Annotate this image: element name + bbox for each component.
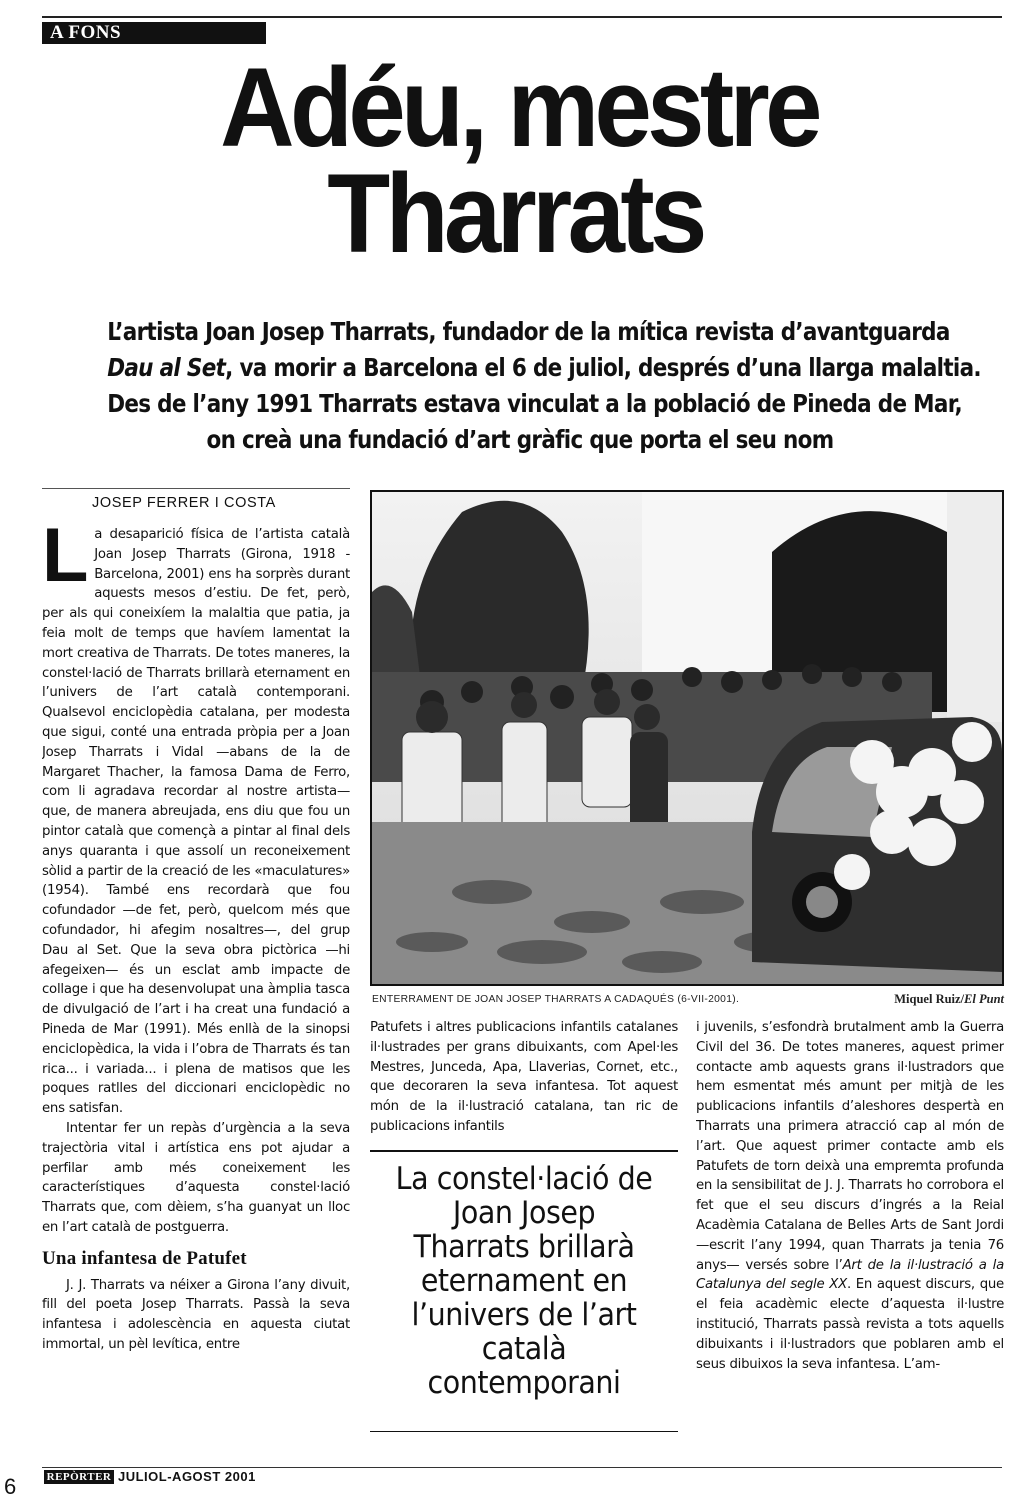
- photo-credit-outlet: El Punt: [964, 992, 1004, 1006]
- article-column-3: [696, 1018, 1004, 1446]
- funeral-photo: [370, 490, 1004, 986]
- dek-line-1: L’artista Joan Josep Tharrats, fundador de la mítica revista d’avantguarda: [107, 317, 950, 346]
- column-3-text-b: . En aquest discurs, que el feia acadèmic electe d’aquesta il·lustre institució, Tharrats passà revista a tots aquells dibuixants i il·lustradors que poblaren amb el seus dibuixos la seva infantesa. L’am-: [696, 1277, 1004, 1372]
- article-column-1: [42, 525, 350, 1445]
- headline-line-1: Adéu, mestre: [220, 45, 818, 170]
- subheading: Una infantesa de Patufet: [42, 1247, 247, 1269]
- pull-quote-line-4: eternament en: [420, 1263, 628, 1299]
- drop-cap: L: [42, 525, 89, 598]
- issue-date: JULIOL-AGOST 2001: [118, 1469, 256, 1484]
- top-rule: [42, 16, 1002, 18]
- footer-rule: [42, 1467, 1002, 1468]
- page-number: 6: [4, 1474, 17, 1499]
- dek-line-3: Des de l’any 1991 Tharrats estava vinculat a la població de Pineda de Mar,: [107, 389, 962, 418]
- pull-quote-line-1: La constel·lació de: [395, 1161, 653, 1197]
- paragraph-3: J. J. Tharrats va néixer a Girona l’any divuit, fill del poeta Josep Tharrats. Passà la seva infantesa i adolescència en aquesta ciutat immortal, un pèl levítica, entre: [42, 1277, 350, 1353]
- pull-quote-line-3: Tharrats brillarà: [413, 1229, 635, 1265]
- pull-quote-line-7: contemporani: [427, 1365, 621, 1401]
- dek: [40, 314, 1000, 458]
- pull-quote-line-5: l’univers de l’art: [411, 1297, 637, 1333]
- photo-illustration: [372, 492, 1002, 984]
- speech-title: Art de la il·lustració a la Catalunya del segle XX: [696, 1257, 1004, 1293]
- dek-line-2-rest: , va morir a Barcelona el 6 de juliol, després d’una llarga malaltia.: [225, 353, 981, 382]
- byline: JOSEP FERRER I COSTA: [92, 495, 276, 511]
- dek-line-4: on creà una fundació d’art gràfic que porta el seu nom: [206, 425, 834, 454]
- dek-magazine-title: Dau al Set: [107, 353, 226, 382]
- photo-credit: [894, 992, 1004, 1007]
- byline-rule: [42, 488, 350, 489]
- pull-quote-line-2: Joan Josep: [452, 1195, 596, 1231]
- column-3-text-a: i juvenils, s’esfondrà brutalment amb la Guerra Civil del 36. De totes maneres, aquest primer contacte amb aquests grans il·lustradors que hem esmentat més amunt per mitjà de les publicacions infantils d’aleshores despertà en Tharrats una primera atracció cap al món de l’art. Que aquest primer contacte amb els Patufets de torn deixà una empremta profunda en la sensibilitat de J. J. Tharrats ho corrobora el fet que el seu discurs d’ingrés a la Reial Acadèmia Catalana de Belles Arts de Sant Jordi —escrit l’any 1994, quan Tharrats ja tenia 76 anys— versés sobre l’: [696, 1020, 1004, 1273]
- paragraph-2: Intentar fer un repàs d’urgència a la seva trajectòria vital i artística ens pot ajudar a perfilar amb més coneixement les característiques d’aquesta constel·lació Tharrats que, com dèiem, s’ha guanyat un lloc en l’art català de postguerra.: [42, 1120, 350, 1235]
- section-tag: A FONS: [42, 22, 266, 44]
- magazine-logo: REPÒRTER: [44, 1470, 114, 1484]
- dek-line-2: [107, 350, 981, 386]
- column-3-text: [696, 1018, 1004, 1374]
- pull-quote: [370, 1150, 678, 1432]
- column-2-text: Patufets i altres publicacions infantils catalanes il·lustrades per grans dibuixants, com Apel·les Mestres, Junceda, Apa, Llaverias, Cornet, etc., que decoraren la seva infantesa. Tot aquest món de la il·lustració catalana, tan ric de publicacions infantils: [370, 1020, 678, 1134]
- article-column-2: [370, 1018, 678, 1140]
- paragraph-1-text: a desaparició física de l’artista català Joan Josep Tharrats (Girona, 1918 - Barcelona, 2001) ens ha sorprès durant aquests mesos d’estiu. De fet, però, per als qui coneixíem la malaltia que patia, ja feia molt de temps que havíem lamentat la mort creativa de Tharrats. De totes maneres, la constel·lació de Tharrats brillarà eternament en l’univers de l’art català contemporani. Qualsevol enciclopèdia catalana, per modesta que sigui, conté una entrada pròpia per a Joan Josep Tharrats i Vidal —abans de la de Margaret Thacher, la famosa Dama de Ferro, com li agradava recordar al nostre artista— que, de manera abreujada, ens diu que fou un pintor català que començà a pintar al final dels anys quaranta i que assolí un reconeixement sòlid a partir de la creació de les «maculatures» (1954). També ens recordarà que fou cofundador —de fet, però, quelcom més que cofundador, hi afegim nosaltres—, del grup Dau al Set. Que la seva obra pictòrica —hi afegeixen— és un esclat amb impacte de collage i que ha desenvolupat una àmplia tasca de divulgació de l’art i ha creat una fundació a Pineda de Mar (1991). Més enllà de la sinopsi enciclopèdica, la vida i l’obra de Tharrats és tan rica... i variada... i plena de matisos que les poques ratlles del diccionari enciclopèdic no ens satisfan.: [42, 527, 350, 1117]
- photo-credit-name: Miquel Ruiz/: [894, 992, 965, 1006]
- paragraph-1: [42, 525, 350, 1119]
- pull-quote-line-6: català: [481, 1331, 567, 1367]
- photo-caption: ENTERRAMENT DE JOAN JOSEP THARRATS A CADAQUÉS (6-VII-2001).: [372, 994, 740, 1005]
- headline-line-2: Tharrats: [327, 151, 703, 276]
- headline: [0, 45, 1030, 276]
